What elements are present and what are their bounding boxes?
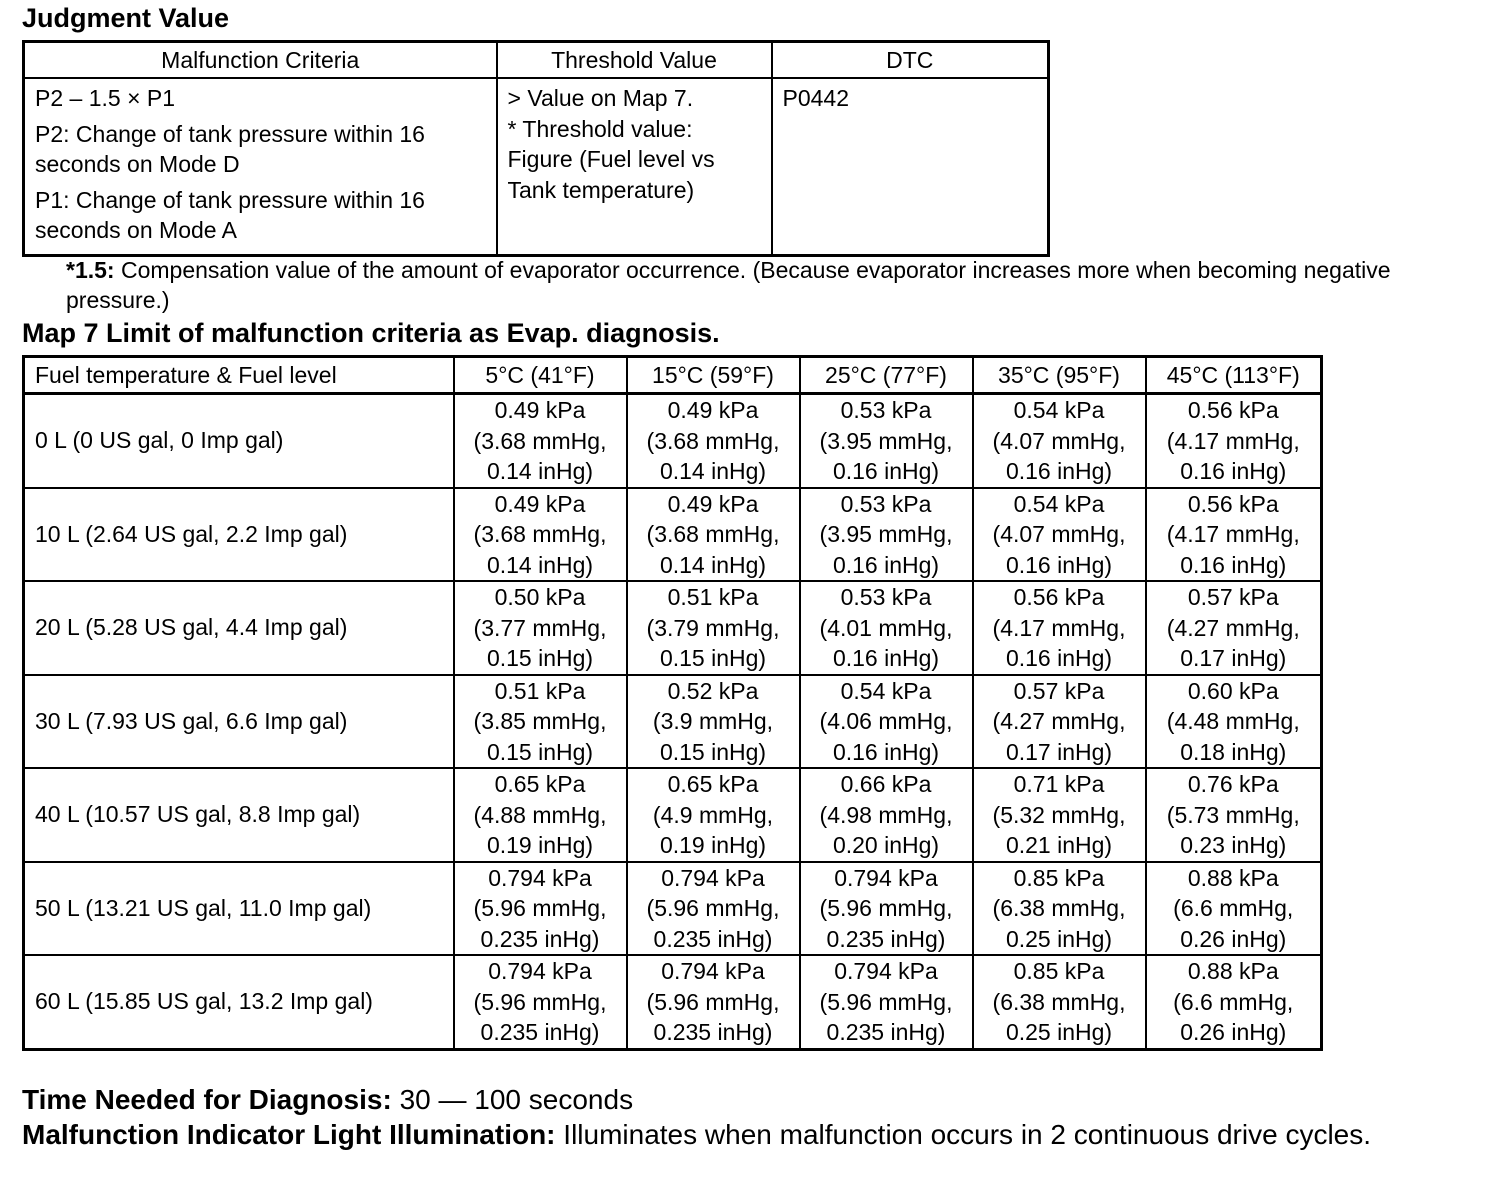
header-temp-45c: 45°C (113°F) (1146, 357, 1322, 394)
mmhg-value: (5.96 mmHg, (646, 988, 780, 1015)
compensation-note (66, 255, 1466, 315)
inhg-value: 0.15 inHg) (486, 738, 594, 765)
kpa-value: 0.794 kPa (834, 958, 938, 984)
kpa-value: 0.51 kPa (667, 584, 759, 610)
mmhg-value: (3.9 mmHg, (652, 708, 774, 734)
pressure-cell (1146, 768, 1322, 862)
mmhg-value: (5.96 mmHg, (473, 895, 607, 921)
kpa-value: 0.49 kPa (667, 490, 759, 517)
kpa-value: 0.49 kPa (667, 397, 759, 423)
inhg-value: 0.235 inHg) (826, 925, 946, 952)
mmhg-value: (5.96 mmHg, (473, 988, 607, 1015)
kpa-value: 0.85 kPa (1013, 864, 1105, 891)
pressure-cell (454, 581, 627, 675)
kpa-value: 0.50 kPa (494, 584, 586, 610)
mmhg-value: (4.27 mmHg, (992, 708, 1126, 734)
mmhg-value: (4.07 mmHg, (992, 427, 1126, 454)
kpa-value: 0.794 kPa (488, 864, 592, 891)
pressure-cell (454, 955, 627, 1049)
inhg-value: 0.14 inHg) (486, 458, 594, 484)
judgment-header-row (24, 42, 1049, 79)
mmhg-value: (5.96 mmHg, (646, 895, 780, 921)
pressure-cell (800, 581, 973, 675)
kpa-value: 0.54 kPa (1013, 397, 1105, 423)
kpa-value: 0.56 kPa (1187, 490, 1279, 517)
pressure-cell (1146, 675, 1322, 769)
fuel-level-cell: 30 L (7.93 US gal, 6.6 Imp gal) (24, 675, 454, 769)
inhg-value: 0.15 inHg) (659, 645, 767, 671)
pressure-cell (800, 394, 973, 488)
header-fuel-temp-level: Fuel temperature & Fuel level (24, 357, 454, 394)
kpa-value: 0.88 kPa (1187, 958, 1279, 984)
fuel-level-cell: 40 L (10.57 US gal, 8.8 Imp gal) (24, 768, 454, 862)
pressure-cell (627, 675, 800, 769)
kpa-value: 0.65 kPa (494, 771, 586, 797)
kpa-value: 0.71 kPa (1013, 771, 1105, 797)
kpa-value: 0.53 kPa (840, 584, 932, 610)
header-dtc: DTC (772, 42, 1049, 79)
mmhg-value: (3.68 mmHg, (473, 427, 607, 454)
pressure-cell (1146, 488, 1322, 582)
pressure-cell (973, 581, 1146, 675)
mmhg-value: (4.17 mmHg, (1166, 521, 1300, 547)
criteria-p2: P2: Change of tank pressure within 16 seconds on Mode D (35, 120, 425, 177)
kpa-value: 0.52 kPa (667, 677, 759, 704)
table-row (24, 581, 1322, 675)
table-row (24, 955, 1322, 1049)
map7-table (22, 355, 1323, 1051)
inhg-value: 0.16 inHg) (1180, 458, 1287, 484)
fuel-level-cell: 20 L (5.28 US gal, 4.4 Imp gal) (24, 581, 454, 675)
pressure-cell (454, 675, 627, 769)
pressure-cell (454, 488, 627, 582)
mmhg-value: (3.77 mmHg, (473, 614, 607, 641)
inhg-value: 0.16 inHg) (1005, 551, 1113, 578)
pressure-cell (973, 768, 1146, 862)
inhg-value: 0.25 inHg) (1005, 1019, 1113, 1045)
malfunction-criteria-cell (24, 78, 497, 255)
note-label: *1.5: (66, 257, 115, 283)
kpa-value: 0.53 kPa (840, 490, 932, 517)
inhg-value: 0.235 inHg) (653, 1019, 773, 1045)
judgment-value-heading: Judgment Value (22, 3, 230, 33)
note-text: Compensation value of the amount of evaporator occurrence. (Because evaporator increases more when becoming negative pressure.) (66, 257, 1391, 313)
mmhg-value: (4.07 mmHg, (992, 521, 1126, 547)
inhg-value: 0.16 inHg) (1005, 458, 1113, 484)
threshold-line-1: > Value on Map 7. (507, 85, 694, 111)
mmhg-value: (4.06 mmHg, (819, 708, 953, 734)
fuel-level-cell: 50 L (13.21 US gal, 11.0 Imp gal) (24, 862, 454, 956)
pressure-cell (627, 862, 800, 956)
header-malfunction-criteria: Malfunction Criteria (24, 42, 497, 79)
inhg-value: 0.14 inHg) (659, 551, 767, 578)
time-needed-value: 30 — 100 seconds (399, 1084, 634, 1115)
inhg-value: 0.17 inHg) (1005, 738, 1113, 765)
mmhg-value: (4.48 mmHg, (1166, 708, 1300, 734)
inhg-value: 0.16 inHg) (832, 738, 940, 765)
kpa-value: 0.794 kPa (488, 958, 592, 984)
table-row (24, 862, 1322, 956)
mmhg-value: (5.96 mmHg, (819, 895, 953, 921)
pressure-cell (1146, 955, 1322, 1049)
criteria-formula: P2 – 1.5 × P1 (35, 85, 176, 111)
inhg-value: 0.17 inHg) (1180, 645, 1287, 671)
threshold-line-2: * Threshold value: Figure (Fuel level vs Tank temperature) (507, 115, 715, 203)
map7-body (24, 394, 1322, 1050)
threshold-value-cell (497, 78, 772, 255)
mmhg-value: (3.95 mmHg, (819, 427, 953, 454)
pressure-cell (973, 862, 1146, 956)
pressure-cell (627, 768, 800, 862)
mmhg-value: (3.85 mmHg, (473, 708, 607, 734)
map7-heading: Map 7 Limit of malfunction criteria as Evap. diagnosis. (22, 318, 720, 348)
mmhg-value: (4.88 mmHg, (473, 801, 607, 828)
pressure-cell (454, 394, 627, 488)
kpa-value: 0.794 kPa (834, 864, 938, 891)
header-temp-5c: 5°C (41°F) (454, 357, 627, 394)
kpa-value: 0.85 kPa (1013, 958, 1105, 984)
pressure-cell (454, 768, 627, 862)
kpa-value: 0.65 kPa (667, 771, 759, 797)
kpa-value: 0.56 kPa (1013, 584, 1105, 610)
pressure-cell (627, 581, 800, 675)
pressure-cell (454, 862, 627, 956)
inhg-value: 0.25 inHg) (1005, 925, 1113, 952)
mil-label: Malfunction Indicator Light Illumination: (22, 1119, 556, 1150)
inhg-value: 0.21 inHg) (1005, 832, 1113, 858)
header-temp-25c: 25°C (77°F) (800, 357, 973, 394)
inhg-value: 0.16 inHg) (832, 551, 940, 578)
mmhg-value: (3.79 mmHg, (646, 614, 780, 641)
pressure-cell (973, 955, 1146, 1049)
pressure-cell (1146, 394, 1322, 488)
inhg-value: 0.15 inHg) (659, 738, 767, 765)
table-row (24, 488, 1322, 582)
table-row (24, 675, 1322, 769)
kpa-value: 0.76 kPa (1187, 771, 1279, 797)
mmhg-value: (4.01 mmHg, (819, 614, 953, 641)
inhg-value: 0.20 inHg) (832, 832, 940, 858)
kpa-value: 0.53 kPa (840, 397, 932, 423)
pressure-cell (1146, 581, 1322, 675)
inhg-value: 0.235 inHg) (480, 1019, 600, 1045)
kpa-value: 0.56 kPa (1187, 397, 1279, 423)
mmhg-value: (4.17 mmHg, (1166, 427, 1300, 454)
pressure-cell (800, 955, 973, 1049)
inhg-value: 0.16 inHg) (1180, 551, 1287, 578)
inhg-value: 0.18 inHg) (1180, 738, 1287, 765)
inhg-value: 0.235 inHg) (480, 925, 600, 952)
map7-header-row (24, 357, 1322, 394)
mil-illumination (22, 1118, 1467, 1151)
mmhg-value: (5.32 mmHg, (992, 801, 1126, 828)
kpa-value: 0.57 kPa (1187, 584, 1279, 610)
mmhg-value: (5.73 mmHg, (1166, 801, 1300, 828)
inhg-value: 0.23 inHg) (1180, 832, 1287, 858)
kpa-value: 0.54 kPa (840, 677, 932, 704)
header-threshold-value: Threshold Value (497, 42, 772, 79)
time-needed (22, 1083, 1467, 1116)
inhg-value: 0.16 inHg) (1005, 645, 1113, 671)
mmhg-value: (6.6 mmHg, (1173, 988, 1294, 1015)
time-needed-label: Time Needed for Diagnosis: (22, 1084, 392, 1115)
pressure-cell (800, 768, 973, 862)
mmhg-value: (6.38 mmHg, (992, 988, 1126, 1015)
mmhg-value: (4.9 mmHg, (652, 801, 774, 828)
mmhg-value: (3.95 mmHg, (819, 521, 953, 547)
pressure-cell (973, 394, 1146, 488)
pressure-cell (800, 488, 973, 582)
mmhg-value: (6.38 mmHg, (992, 895, 1126, 921)
kpa-value: 0.66 kPa (840, 771, 932, 797)
inhg-value: 0.16 inHg) (832, 458, 940, 484)
inhg-value: 0.26 inHg) (1180, 1019, 1287, 1045)
pressure-cell (1146, 862, 1322, 956)
inhg-value: 0.14 inHg) (659, 458, 767, 484)
inhg-value: 0.26 inHg) (1180, 925, 1287, 952)
dtc-cell: P0442 (772, 78, 1049, 255)
mmhg-value: (4.98 mmHg, (819, 801, 953, 828)
kpa-value: 0.51 kPa (494, 677, 586, 704)
fuel-level-cell: 60 L (15.85 US gal, 13.2 Imp gal) (24, 955, 454, 1049)
mmhg-value: (3.68 mmHg, (646, 521, 780, 547)
mil-value: Illuminates when malfunction occurs in 2 continuous drive cycles. (563, 1119, 1372, 1150)
judgment-table (22, 40, 1050, 257)
mmhg-value: (3.68 mmHg, (646, 427, 780, 454)
inhg-value: 0.19 inHg) (659, 832, 767, 858)
kpa-value: 0.60 kPa (1187, 677, 1279, 704)
kpa-value: 0.794 kPa (661, 958, 765, 984)
header-temp-35c: 35°C (95°F) (973, 357, 1146, 394)
inhg-value: 0.16 inHg) (832, 645, 940, 671)
mmhg-value: (4.17 mmHg, (992, 614, 1126, 641)
pressure-cell (627, 488, 800, 582)
inhg-value: 0.14 inHg) (486, 551, 594, 578)
pressure-cell (800, 675, 973, 769)
pressure-cell (973, 675, 1146, 769)
inhg-value: 0.235 inHg) (653, 925, 773, 952)
judgment-row (24, 78, 1049, 255)
mmhg-value: (4.27 mmHg, (1166, 614, 1300, 641)
inhg-value: 0.15 inHg) (486, 645, 594, 671)
criteria-p1: P1: Change of tank pressure within 16 seconds on Mode A (35, 186, 425, 243)
header-temp-15c: 15°C (59°F) (627, 357, 800, 394)
mmhg-value: (3.68 mmHg, (473, 521, 607, 547)
kpa-value: 0.49 kPa (494, 397, 586, 423)
mmhg-value: (6.6 mmHg, (1173, 895, 1294, 921)
table-row (24, 768, 1322, 862)
pressure-cell (627, 394, 800, 488)
inhg-value: 0.19 inHg) (486, 832, 594, 858)
kpa-value: 0.57 kPa (1013, 677, 1105, 704)
mmhg-value: (5.96 mmHg, (819, 988, 953, 1015)
kpa-value: 0.54 kPa (1013, 490, 1105, 517)
fuel-level-cell: 10 L (2.64 US gal, 2.2 Imp gal) (24, 488, 454, 582)
table-row (24, 394, 1322, 488)
kpa-value: 0.794 kPa (661, 864, 765, 891)
pressure-cell (627, 955, 800, 1049)
pressure-cell (973, 488, 1146, 582)
kpa-value: 0.49 kPa (494, 490, 586, 517)
pressure-cell (800, 862, 973, 956)
fuel-level-cell: 0 L (0 US gal, 0 Imp gal) (24, 394, 454, 488)
kpa-value: 0.88 kPa (1187, 864, 1279, 891)
inhg-value: 0.235 inHg) (826, 1019, 946, 1045)
